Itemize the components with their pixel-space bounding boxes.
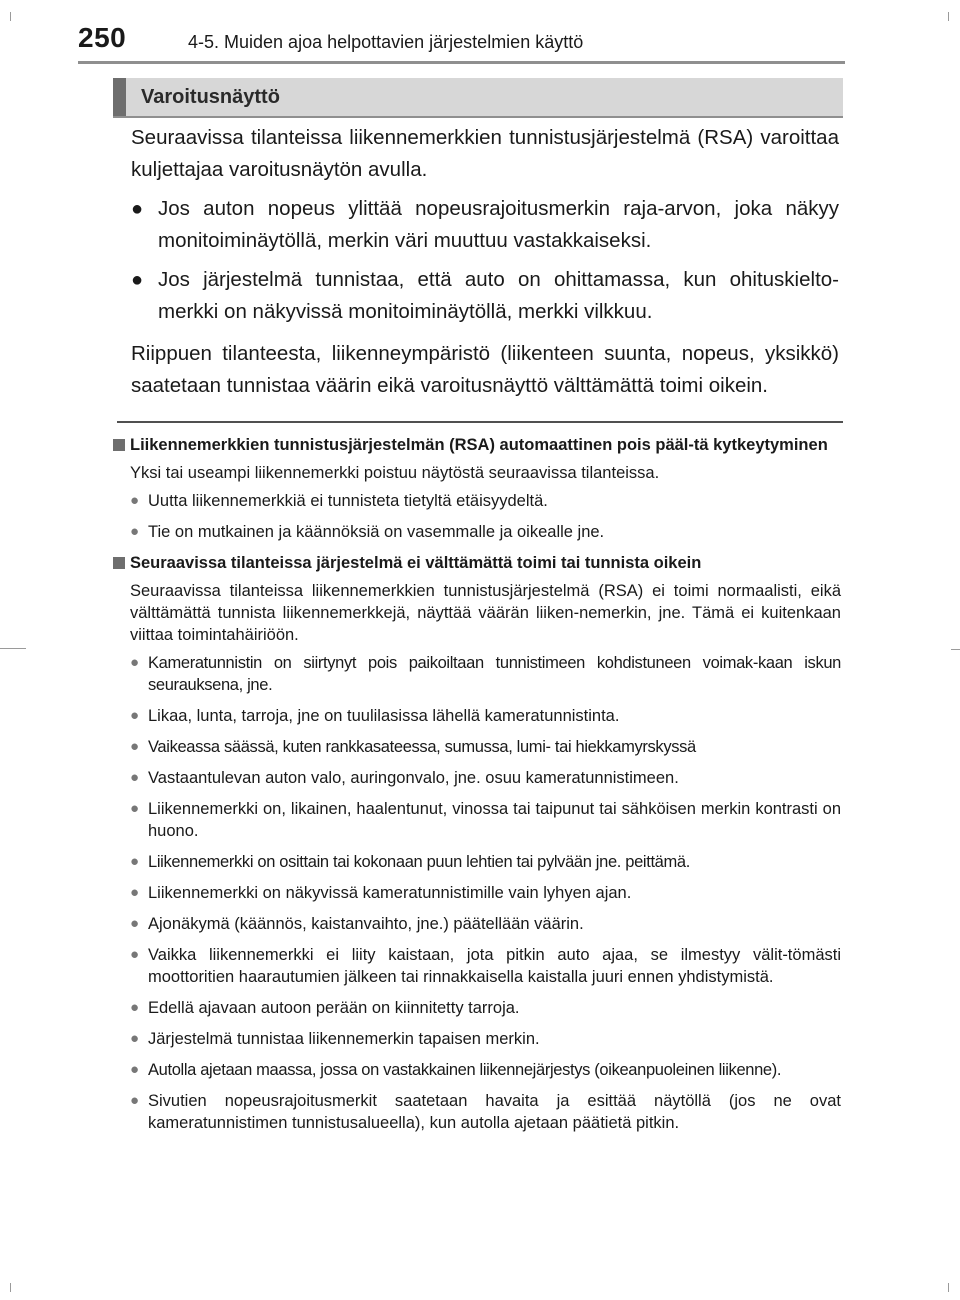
list-item <box>113 944 841 988</box>
crop-mark <box>951 649 960 650</box>
bullet-icon: ● <box>130 654 139 671</box>
bullet-icon: ● <box>130 999 140 1016</box>
square-bullet-icon <box>113 439 125 451</box>
bullet-icon: ● <box>130 707 140 724</box>
note-heading-text: Liikennemerkkien tunnistusjärjestelmän (RSA) automaattinen pois pääl-tä kytkeytyminen <box>130 436 828 454</box>
list-item <box>113 521 841 543</box>
bullet-icon: ● <box>130 1061 139 1078</box>
section-divider <box>117 421 843 423</box>
list-item <box>113 652 841 696</box>
intro-trail: Riippuen tilanteesta, liikenneympäristö (liikenteen suunta, nopeus, yksikkö) saatetaan tunnistaa väärin eikä varoitusnäyttö välttämättä toimi oikein. <box>131 342 839 397</box>
list-item <box>113 997 841 1019</box>
header-rule <box>78 61 845 64</box>
list-item <box>131 193 839 257</box>
note-heading <box>113 552 841 574</box>
list-item <box>131 264 839 328</box>
list-item <box>113 490 841 512</box>
bullet-icon: ● <box>130 853 139 870</box>
page-header <box>78 18 845 64</box>
list-item <box>113 705 841 727</box>
list-item <box>113 1090 841 1134</box>
list-item <box>113 1028 841 1050</box>
list-item-text: Jos auton nopeus ylittää nopeusrajoitusmerkin raja-arvon, joka näkyy monitoiminäytöllä, merkin väri muuttuu vastakkaiseksi. <box>158 197 839 252</box>
bullet-icon: ● <box>131 198 144 220</box>
bullet-icon: ● <box>130 492 140 509</box>
intro-lead: Seuraavissa tilanteissa liikennemerkkien tunnistusjärjestelmä (RSA) varoittaa kuljettajaa varoitusnäytön avulla. <box>131 126 839 181</box>
list-item-text: Likaa, lunta, tarroja, jne on tuulilasissa lähellä kameratunnistinta. <box>148 707 620 725</box>
bullet-icon: ● <box>130 1092 140 1109</box>
notes-block <box>113 434 841 1143</box>
crop-mark <box>948 12 949 21</box>
list-item <box>113 1059 841 1081</box>
list-item-text: Liikennemerkki on näkyvissä kameratunnistimille vain lyhyen ajan. <box>148 884 632 902</box>
list-item-text: Uutta liikennemerkkiä ei tunnisteta tietyltä etäisyydeltä. <box>148 492 548 510</box>
list-item <box>113 851 841 873</box>
list-item <box>113 736 841 758</box>
list-item-text: Vastaantulevan auton valo, auringonvalo, jne. osuu kameratunnistimeen. <box>148 769 679 787</box>
list-item-text: Ajonäkymä (käännös, kaistanvaihto, jne.) päätellään väärin. <box>148 915 584 933</box>
crop-mark <box>10 12 11 21</box>
note-text: Seuraavissa tilanteissa liikennemerkkien tunnistusjärjestelmä (RSA) ei toimi normaalisti, eikä välttämättä tunnista liikennemerkkejä, näyttää väärän liiken-nemerkin, jne. Tämä ei kuitenkaan viittaa toimintahäiriöön. <box>130 582 841 644</box>
list-item-text: Vaikka liikennemerkki ei liity kaistaan, jota pitkin auto ajaa, se ilmestyy välit-tömästi moottoritien haarautumien jälkeen tai rinnakkaisella kaistalla juuri ennen yhdistymistä. <box>148 946 841 986</box>
list-item <box>113 882 841 904</box>
list-item-text: Liikennemerkki on osittain tai kokonaan puun lehtien tai pylvään jne. peittämä. <box>148 853 690 871</box>
note-heading <box>113 434 841 456</box>
section-title: Varoitusnäyttö <box>141 86 280 108</box>
list-item <box>113 798 841 842</box>
section-marker <box>113 78 126 116</box>
list-item-text: Edellä ajavaan autoon perään on kiinnitetty tarroja. <box>148 999 520 1017</box>
bullet-icon: ● <box>130 915 140 932</box>
note-text: Yksi tai useampi liikennemerkki poistuu näytöstä seuraavissa tilanteissa. <box>130 464 660 482</box>
chapter-title: 4-5. Muiden ajoa helpottavien järjestelmien käyttö <box>188 32 584 52</box>
list-item-text: Kameratunnistin on siirtynyt pois paikoiltaan tunnistimeen kohdistuneen voimak-kaan iskun seurauksena, jne. <box>148 654 841 694</box>
crop-mark <box>0 648 26 649</box>
page-number: 250 <box>78 22 127 53</box>
bullet-icon: ● <box>130 1030 140 1047</box>
square-bullet-icon <box>113 557 125 569</box>
section-title-bar <box>113 78 843 118</box>
bullet-icon: ● <box>130 884 140 901</box>
intro-block <box>131 122 839 409</box>
list-item <box>113 767 841 789</box>
list-item-text: Tie on mutkainen ja käännöksiä on vasemmalle ja oikealle jne. <box>148 523 605 541</box>
list-item <box>113 913 841 935</box>
bullet-icon: ● <box>130 523 140 540</box>
list-item-text: Järjestelmä tunnistaa liikennemerkin tapaisen merkin. <box>148 1030 540 1048</box>
list-item-text: Vaikeassa säässä, kuten rankkasateessa, sumussa, lumi- tai hiekkamyrskyssä <box>148 738 696 756</box>
crop-mark <box>10 1283 11 1292</box>
list-item-text: Jos järjestelmä tunnistaa, että auto on ohittamassa, kun ohituskielto-merkki on näkyvissä monitoiminäytöllä, merkki vilkkuu. <box>158 268 839 323</box>
bullet-icon: ● <box>131 269 144 291</box>
crop-mark <box>948 1283 949 1292</box>
bullet-icon: ● <box>130 738 139 755</box>
bullet-icon: ● <box>130 769 140 786</box>
list-item-text: Autolla ajetaan maassa, jossa on vastakkainen liikennejärjestys (oikeanpuoleinen liikenne). <box>148 1061 782 1079</box>
bullet-icon: ● <box>130 800 140 817</box>
note-heading-text: Seuraavissa tilanteissa järjestelmä ei välttämättä toimi tai tunnista oikein <box>130 554 702 572</box>
list-item-text: Sivutien nopeusrajoitusmerkit saatetaan havaita ja esittää näytöllä (jos ne ovat kameratunnistimen tunnistusalueella), kun autolla ajetaan päätietä pitkin. <box>148 1092 841 1132</box>
list-item-text: Liikennemerkki on, likainen, haalentunut, vinossa tai taipunut tai sähköisen merkin kontrasti on huono. <box>148 800 841 840</box>
bullet-icon: ● <box>130 946 140 963</box>
